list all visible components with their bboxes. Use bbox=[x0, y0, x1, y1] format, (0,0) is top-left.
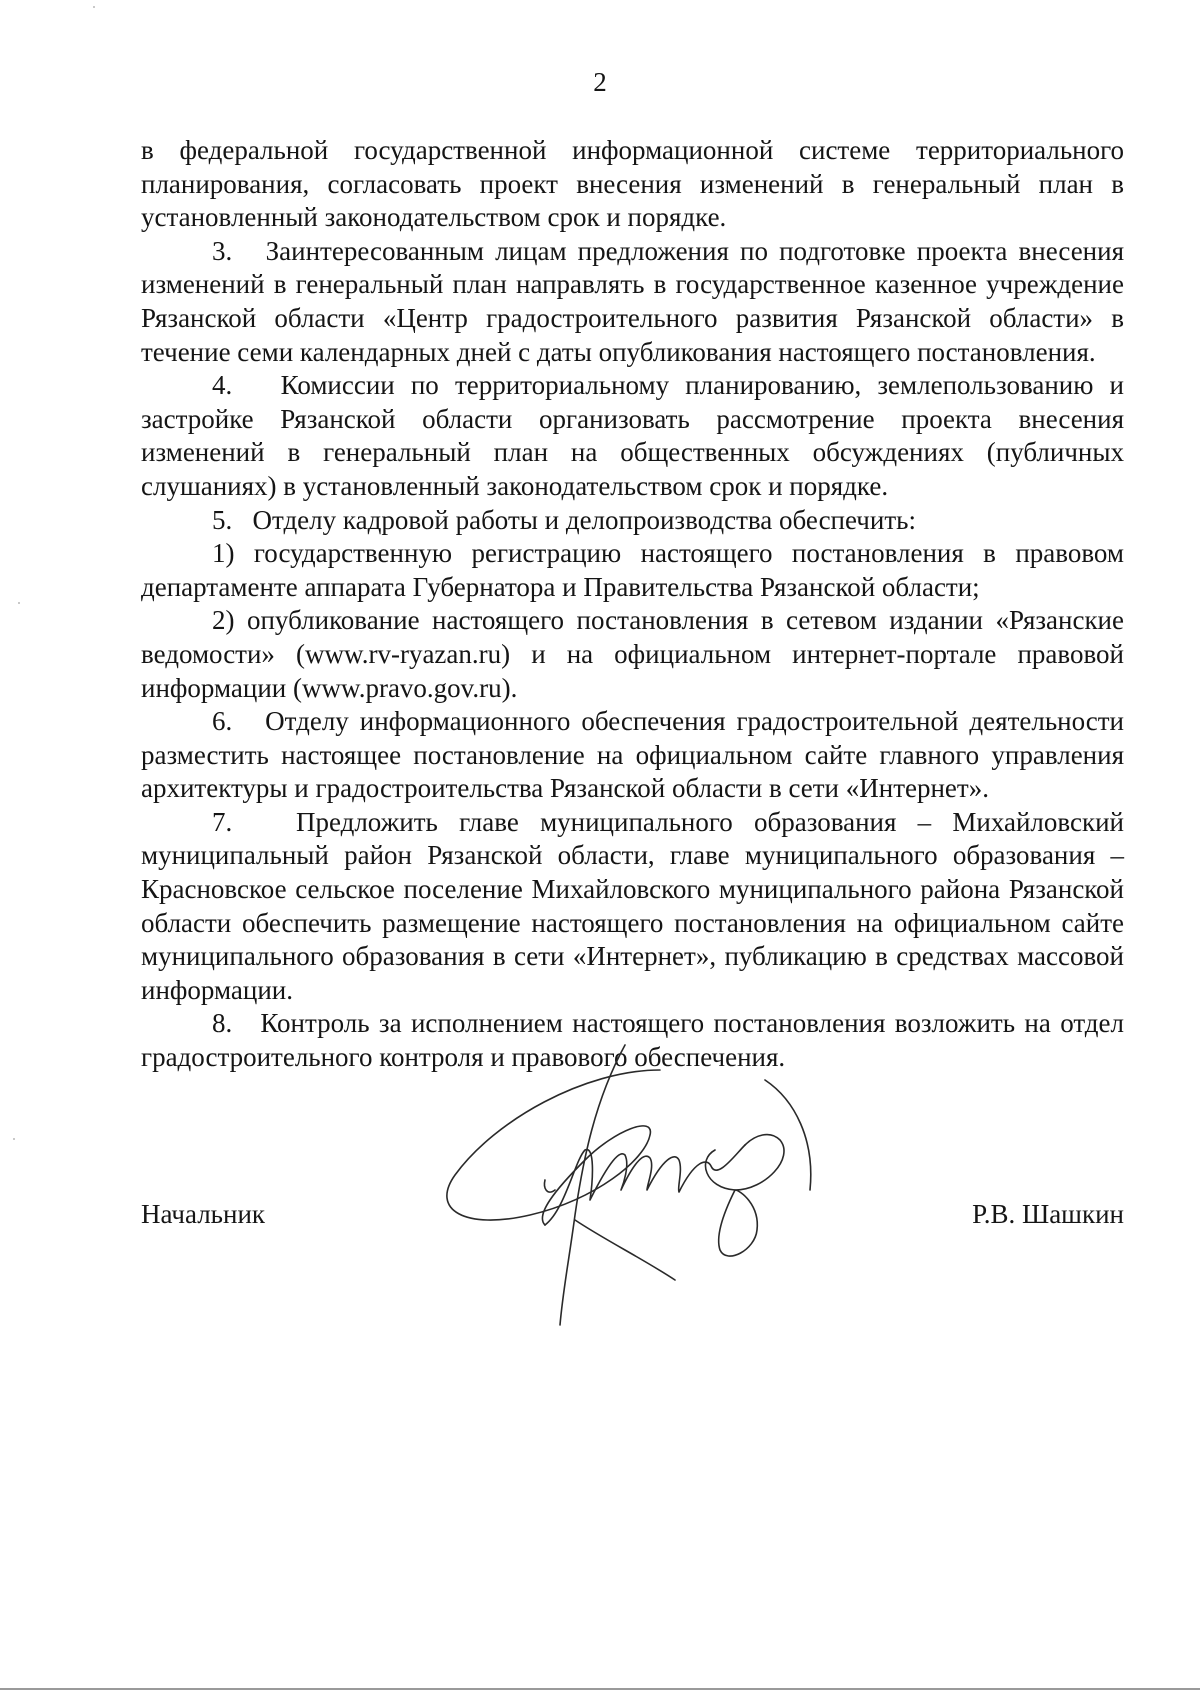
scan-bottom-edge bbox=[0, 1688, 1200, 1690]
handwritten-signature bbox=[435, 1040, 905, 1330]
paragraph-7: 7. Предложить главе муниципального образования – Михайловский муниципальный район Рязанской области, главе муниципального образования – Красновское сельское поселение Михайловского муниципального района Рязанской области обеспечить размещение настоящего постановления на официальном сайте муниципального образования в сети «Интернет», публикацию в средствах массовой информации. bbox=[141, 806, 1124, 1005]
paragraph-intro: в федеральной государственной информационной системе территориального планирования, согласовать проект внесения изменений в генеральный план в установленный законодательством срок и порядке. bbox=[141, 135, 1124, 233]
paragraph-6: 6. Отделу информационного обеспечения градостроительной деятельности разместить настоящее постановление на официальном сайте главного управления архитектуры и градостроительства Рязанской области в сети «Интернет». bbox=[141, 706, 1124, 804]
signatory-name: Р.В. Шашкин bbox=[972, 1199, 1124, 1229]
page-number: 2 bbox=[593, 67, 607, 97]
paragraph-5-item-2: 2) опубликование настоящего постановления в сетевом издании «Рязанские ведомости» (www.rv-ryazan.ru) и на официальном интернет-портале правовой информации (www.pravo.gov.ru). bbox=[141, 605, 1124, 703]
paragraph-4: 4. Комиссии по территориальному планированию, землепользованию и застройке Рязанской области организовать рассмотрение проекта внесения изменений в генеральный план на общественных обсуждениях (публичных слушаниях) в установленный законодательством срок и порядке. bbox=[141, 370, 1124, 501]
paragraph-8: 8. Контроль за исполнением настоящего постановления возложить на отдел градостроительного контроля и правового обеспечения. bbox=[141, 1008, 1124, 1073]
paragraph-5-item-1: 1) государственную регистрацию настоящего постановления в правовом департаменте аппарата Губернатора и Правительства Рязанской области; bbox=[141, 538, 1124, 602]
document-body bbox=[141, 134, 1124, 1075]
scan-speck bbox=[93, 6, 95, 8]
paragraph-3: 3. Заинтересованным лицам предложения по подготовке проекта внесения изменений в генеральный план направлять в государственное казенное учреждение Рязанской области «Центр градостроительного развития Рязанской области» в течение семи календарных дней с даты опубликования настоящего постановления. bbox=[141, 235, 1124, 367]
signatory-position: Начальник bbox=[141, 1199, 266, 1229]
scan-speck bbox=[18, 602, 20, 604]
paragraph-5: 5. Отделу кадровой работы и делопроизводства обеспечить: bbox=[212, 504, 916, 535]
scan-speck bbox=[13, 1138, 15, 1140]
